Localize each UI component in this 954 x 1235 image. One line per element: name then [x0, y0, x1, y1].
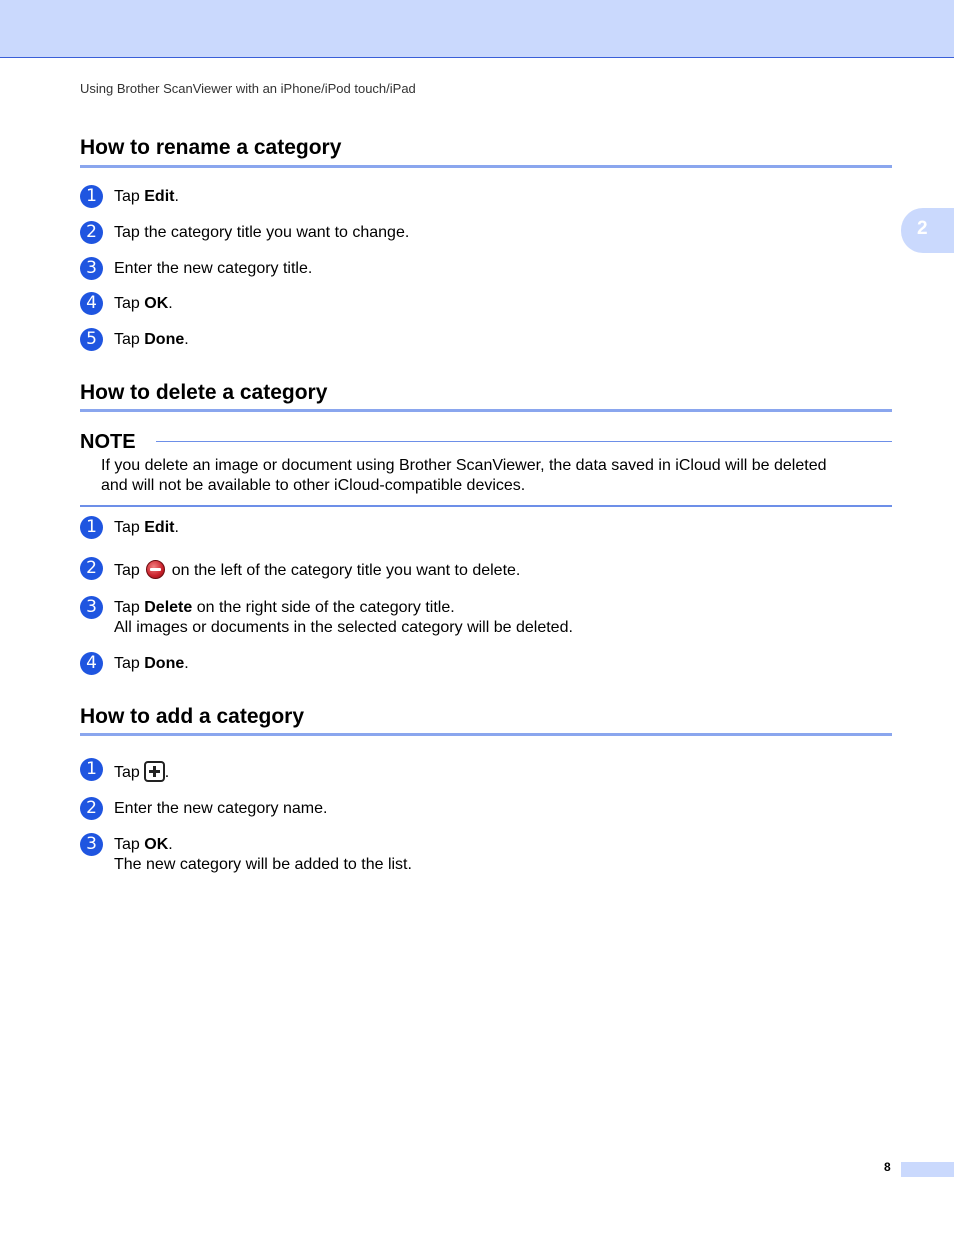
chapter-number: 2: [917, 218, 928, 239]
step-text: Tap OK.: [114, 295, 173, 312]
section-rule: [80, 165, 892, 168]
note-top-rule: [156, 441, 892, 442]
page-number: 8: [884, 1160, 891, 1174]
step-text: Tap .: [114, 761, 169, 783]
note-title: NOTE: [80, 431, 136, 453]
step-text: Tap OK. The new category will be added to the list.: [114, 836, 412, 873]
step-text: Tap Done.: [114, 655, 189, 672]
step-number-badge: 5: [80, 328, 103, 351]
step-number-badge: 2: [80, 797, 103, 820]
step-text: Tap Done.: [114, 331, 189, 348]
note-body: If you delete an image or document using Brother ScanViewer, the data saved in iCloud will be deleted and will not be available to other iCloud-compatible devices.: [101, 457, 827, 494]
section-heading-add: How to add a category: [80, 705, 305, 728]
step-number-badge: 2: [80, 557, 103, 580]
step-number-badge: 2: [80, 221, 103, 244]
step-number-badge: 1: [80, 185, 103, 208]
top-header-band: [0, 0, 954, 58]
section-heading-rename: How to rename a category: [80, 136, 342, 159]
step-text: Tap Edit.: [114, 188, 179, 205]
step-number-badge: 3: [80, 596, 103, 619]
page-number-bar: [901, 1162, 954, 1177]
step-text: Tap on the left of the category title you want to delete.: [114, 562, 521, 579]
section-rule: [80, 733, 892, 736]
running-header: Using Brother ScanViewer with an iPhone/iPod touch/iPad: [80, 81, 416, 96]
step-number-badge: 1: [80, 516, 103, 539]
step-number-badge: 1: [80, 758, 103, 781]
note-bottom-rule: [80, 505, 892, 507]
red-minus-circle-icon: [146, 560, 165, 579]
step-number-badge: 4: [80, 652, 103, 675]
plus-box-icon: [144, 761, 165, 782]
step-number-badge: 3: [80, 257, 103, 280]
step-number-badge: 4: [80, 292, 103, 315]
section-heading-delete: How to delete a category: [80, 381, 328, 404]
step-text: Tap Edit.: [114, 519, 179, 536]
section-rule: [80, 409, 892, 412]
step-text: Tap the category title you want to change.: [114, 224, 410, 241]
step-text: Enter the new category name.: [114, 800, 328, 817]
chapter-tab: [901, 208, 954, 253]
step-number-badge: 3: [80, 833, 103, 856]
step-text: Tap Delete on the right side of the category title. All images or documents in the selected category will be deleted.: [114, 599, 573, 636]
step-text: Enter the new category title.: [114, 260, 313, 277]
